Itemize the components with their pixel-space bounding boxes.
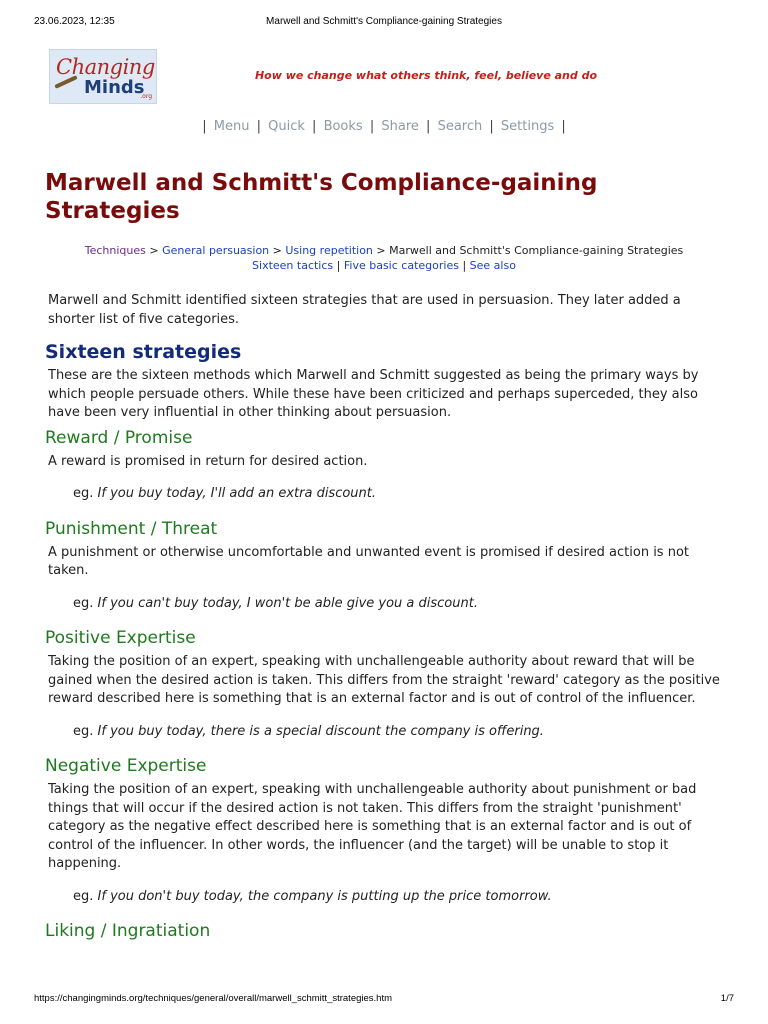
- strategy-example: eg. If you don't buy today, the company is putting up the price tomorrow.: [73, 888, 552, 904]
- logo-text-org: .org: [140, 93, 152, 100]
- menu-item-quick[interactable]: Quick: [268, 119, 305, 134]
- page-url: https://changingminds.org/techniques/general/overall/marwell_schmitt_strategies.htm: [34, 993, 393, 1004]
- section-heading: Sixteen strategies: [45, 341, 242, 363]
- strategy-example: eg. If you buy today, I'll add an extra discount.: [73, 486, 377, 501]
- print-header: [34, 16, 734, 30]
- breadcrumb-trail: Techniques > General persuasion > Using repetition > Marwell and Schmitt's Compliance-gaining Strategies: [84, 244, 684, 257]
- strategy-example: eg. If you can't buy today, I won't be able give you a discount.: [73, 595, 478, 611]
- strategy-example: eg. If you buy today, there is a special discount the company is offering.: [73, 723, 544, 739]
- logo-text-minds: Minds: [84, 77, 145, 98]
- jump-link-five-categories[interactable]: Five basic categories: [343, 259, 459, 272]
- strategy-description: A reward is promised in return for desired action.: [48, 453, 368, 469]
- top-menu: | Menu | Quick | Books | Share | Search | Settings |: [202, 119, 566, 134]
- strategy-heading: Negative Expertise: [45, 756, 207, 776]
- article-body: [45, 292, 728, 946]
- strategy-heading: Liking / Ingratiation: [45, 921, 211, 941]
- section-intro: These are the sixteen methods which Marwell and Schmitt suggested as being the primary ways by which people persuade others. While these have been criticized and perhaps superceded, they also have been very influential in other thinking about persuasion.: [48, 368, 699, 420]
- strategy-description: A punishment or otherwise uncomfortable and unwanted event is promised if desired action is not taken.: [48, 544, 690, 578]
- breadcrumb-link-general-persuasion[interactable]: General persuasion: [162, 244, 270, 257]
- jump-link-see-also[interactable]: See also: [469, 259, 516, 272]
- menu-item-share[interactable]: Share: [381, 119, 419, 134]
- strategy-heading: Punishment / Threat: [45, 518, 218, 539]
- intro-paragraph: Marwell and Schmitt identified sixteen strategies that are used in persuasion. They later added a shorter list of five categories.: [48, 293, 681, 327]
- strategy-heading: Positive Expertise: [45, 628, 196, 648]
- breadcrumb-link-techniques[interactable]: Techniques: [84, 244, 146, 257]
- site-logo[interactable]: [49, 49, 157, 104]
- jump-link-sixteen-tactics[interactable]: Sixteen tactics: [252, 259, 334, 272]
- strategy-description: Taking the position of an expert, speaking with unchallengeable authority about reward that will be gained when the desired action is taken. This differs from the straight 'reward' category as the positive reward described here is something that is an external factor and is out of control of the influencer.: [48, 654, 720, 706]
- breadcrumb: [0, 243, 768, 273]
- breadcrumb-current: Marwell and Schmitt's Compliance-gaining Strategies: [389, 244, 684, 257]
- menu-item-books[interactable]: Books: [323, 119, 363, 134]
- page-title: Marwell and Schmitt's Compliance-gaining Strategies: [45, 170, 598, 224]
- strategy-description: Taking the position of an expert, speaking with unchallengeable authority about punishment or bad things that will occur if the desired action is not taken. This differs from the straight 'punishment' category as the negative effect described here is something that is an external factor and is out of control of the influencer. In other words, the influencer (and the target) will be unable to stop it happening.: [48, 782, 697, 871]
- menu-item-settings[interactable]: Settings: [500, 119, 555, 134]
- page-number: 1/7: [720, 993, 734, 1004]
- menu-item-search[interactable]: Search: [437, 119, 483, 134]
- menu-item-menu[interactable]: Menu: [213, 119, 250, 134]
- site-tagline: How we change what others think, feel, believe and do: [254, 69, 598, 82]
- breadcrumb-link-using-repetition[interactable]: Using repetition: [285, 244, 373, 257]
- jump-links: Sixteen tactics | Five basic categories | See also: [252, 259, 516, 272]
- logo-text-changing: Changing: [56, 55, 155, 79]
- strategy-heading: Reward / Promise: [45, 427, 193, 448]
- print-title: Marwell and Schmitt's Compliance-gaining Strategies: [266, 16, 502, 27]
- print-date: 23.06.2023, 12:35: [34, 16, 115, 27]
- print-footer: [34, 993, 734, 1007]
